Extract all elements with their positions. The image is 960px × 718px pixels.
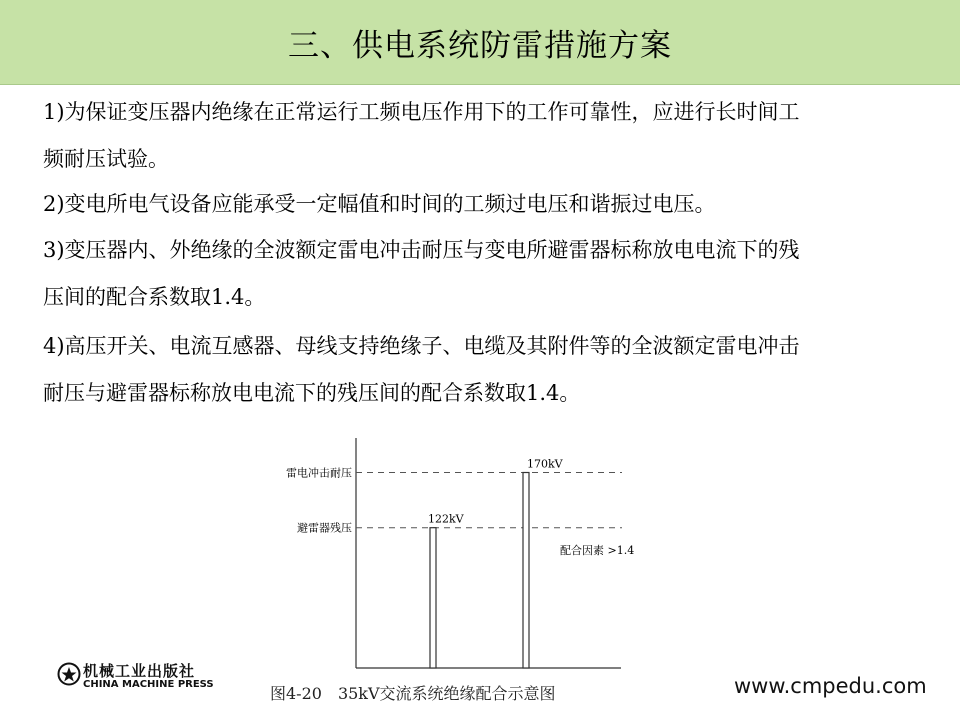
- paragraph-line: 耐压与避雷器标称放电电流下的残压间的配合系数取1.4。: [43, 381, 581, 405]
- coordination-factor-annotation: 配合因素 >1.4: [560, 544, 635, 557]
- publisher-name-en: CHINA MACHINE PRESS: [83, 679, 214, 690]
- bar-170kv: [523, 473, 529, 669]
- ref-label-low: 避雷器残压: [297, 521, 352, 535]
- publisher-emblem-icon: [57, 662, 81, 686]
- bar-label-122kv: 122kV: [428, 512, 464, 526]
- paragraph-line: 3)变压器内、外绝缘的全波额定雷电冲击耐压与变电所避雷器标称放电电流下的残: [43, 238, 800, 262]
- publisher-name-cn: 机械工业出版社: [83, 662, 196, 680]
- paragraph-line: 1)为保证变压器内绝缘在正常运行工频电压作用下的工作可靠性，应进行长时间工: [43, 100, 800, 124]
- website-url: www.cmpedu.com: [734, 674, 927, 698]
- slide-title: 三、供电系统防雷措施方案: [288, 28, 672, 64]
- figure-caption: 图4-20 35kV交流系统绝缘配合示意图: [270, 684, 556, 703]
- bar-label-170kv: 170kV: [527, 457, 563, 471]
- paragraph-line: 压间的配合系数取1.4。: [43, 285, 266, 309]
- bar-122kv: [430, 528, 436, 668]
- paragraph-line: 4)高压开关、电流互感器、母线支持绝缘子、电缆及其附件等的全波额定雷电冲击: [43, 334, 800, 358]
- publisher-logo: [57, 660, 227, 692]
- paragraph-line: 2)变电所电气设备应能承受一定幅值和时间的工频过电压和谐振过电压。: [43, 192, 716, 216]
- paragraph-line: 频耐压试验。: [43, 147, 169, 171]
- ref-label-high: 雷电冲击耐压: [286, 466, 352, 480]
